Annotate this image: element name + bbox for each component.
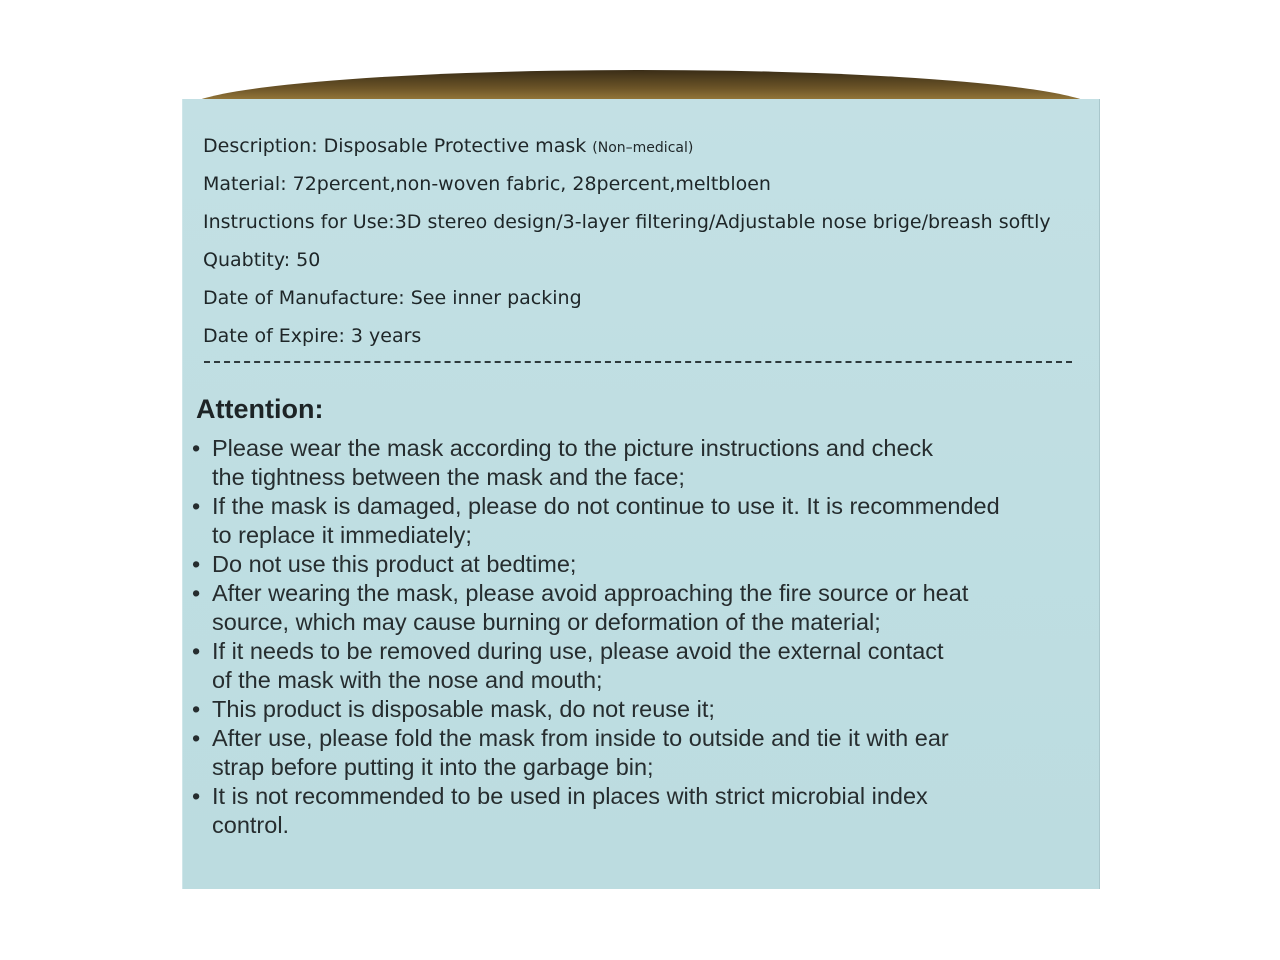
spec-text: Instructions for Use:3D stereo design/3-layer filtering/Adjustable nose brige/breash softly <box>203 211 1051 233</box>
bullet-icon: • <box>192 580 201 606</box>
spec-text: Quabtity: 50 <box>203 249 321 271</box>
spec-material <box>203 165 1083 203</box>
mask-box-side-panel <box>182 99 1100 889</box>
spec-text: Material: 72percent,non-woven fabric, 28percent,meltbloen <box>203 173 771 195</box>
spec-note: (Non–medical) <box>592 140 694 156</box>
attention-item <box>192 695 1092 724</box>
bullet-icon: • <box>192 551 201 577</box>
spec-instructions <box>203 203 1083 241</box>
attention-line: After wearing the mask, please avoid approaching the fire source or heat <box>212 580 969 606</box>
attention-line: control. <box>212 812 290 838</box>
attention-line: This product is disposable mask, do not reuse it; <box>212 696 715 722</box>
attention-list <box>192 434 1092 840</box>
attention-line: to replace it immediately; <box>212 522 472 548</box>
attention-item <box>192 434 1092 492</box>
attention-line: If it needs to be removed during use, please avoid the external contact <box>212 638 944 664</box>
attention-line: After use, please fold the mask from inside to outside and tie it with ear <box>212 725 949 751</box>
spec-expire-date <box>203 317 1083 355</box>
bullet-icon: • <box>192 493 201 519</box>
attention-line: source, which may cause burning or deformation of the material; <box>212 609 881 635</box>
spec-description <box>203 127 1083 165</box>
bullet-icon: • <box>192 783 201 809</box>
bullet-icon: • <box>192 638 201 664</box>
attention-item <box>192 550 1092 579</box>
bullet-icon: • <box>192 435 201 461</box>
bullet-icon: • <box>192 725 201 751</box>
attention-item <box>192 724 1092 782</box>
attention-line: the tightness between the mask and the face; <box>212 464 685 490</box>
attention-line: of the mask with the nose and mouth; <box>212 667 603 693</box>
spec-text: Date of Expire: 3 years <box>203 325 422 347</box>
attention-heading: Attention: <box>196 394 324 424</box>
attention-line: Do not use this product at bedtime; <box>212 551 577 577</box>
attention-item <box>192 637 1092 695</box>
spec-manufacture-date <box>203 279 1083 317</box>
dashed-divider <box>204 361 1072 363</box>
attention-line: strap before putting it into the garbage bin; <box>212 754 654 780</box>
spec-quantity <box>203 241 1083 279</box>
attention-item <box>192 492 1092 550</box>
attention-line: If the mask is damaged, please do not continue to use it. It is recommended <box>212 493 1000 519</box>
attention-item <box>192 782 1092 840</box>
bullet-icon: • <box>192 696 201 722</box>
product-specs <box>203 127 1083 355</box>
attention-line: It is not recommended to be used in places with strict microbial index <box>212 783 928 809</box>
attention-line: Please wear the mask according to the picture instructions and check <box>212 435 934 461</box>
attention-item <box>192 579 1092 637</box>
spec-text: Description: Disposable Protective mask <box>203 135 587 157</box>
spec-text: Date of Manufacture: See inner packing <box>203 287 582 309</box>
